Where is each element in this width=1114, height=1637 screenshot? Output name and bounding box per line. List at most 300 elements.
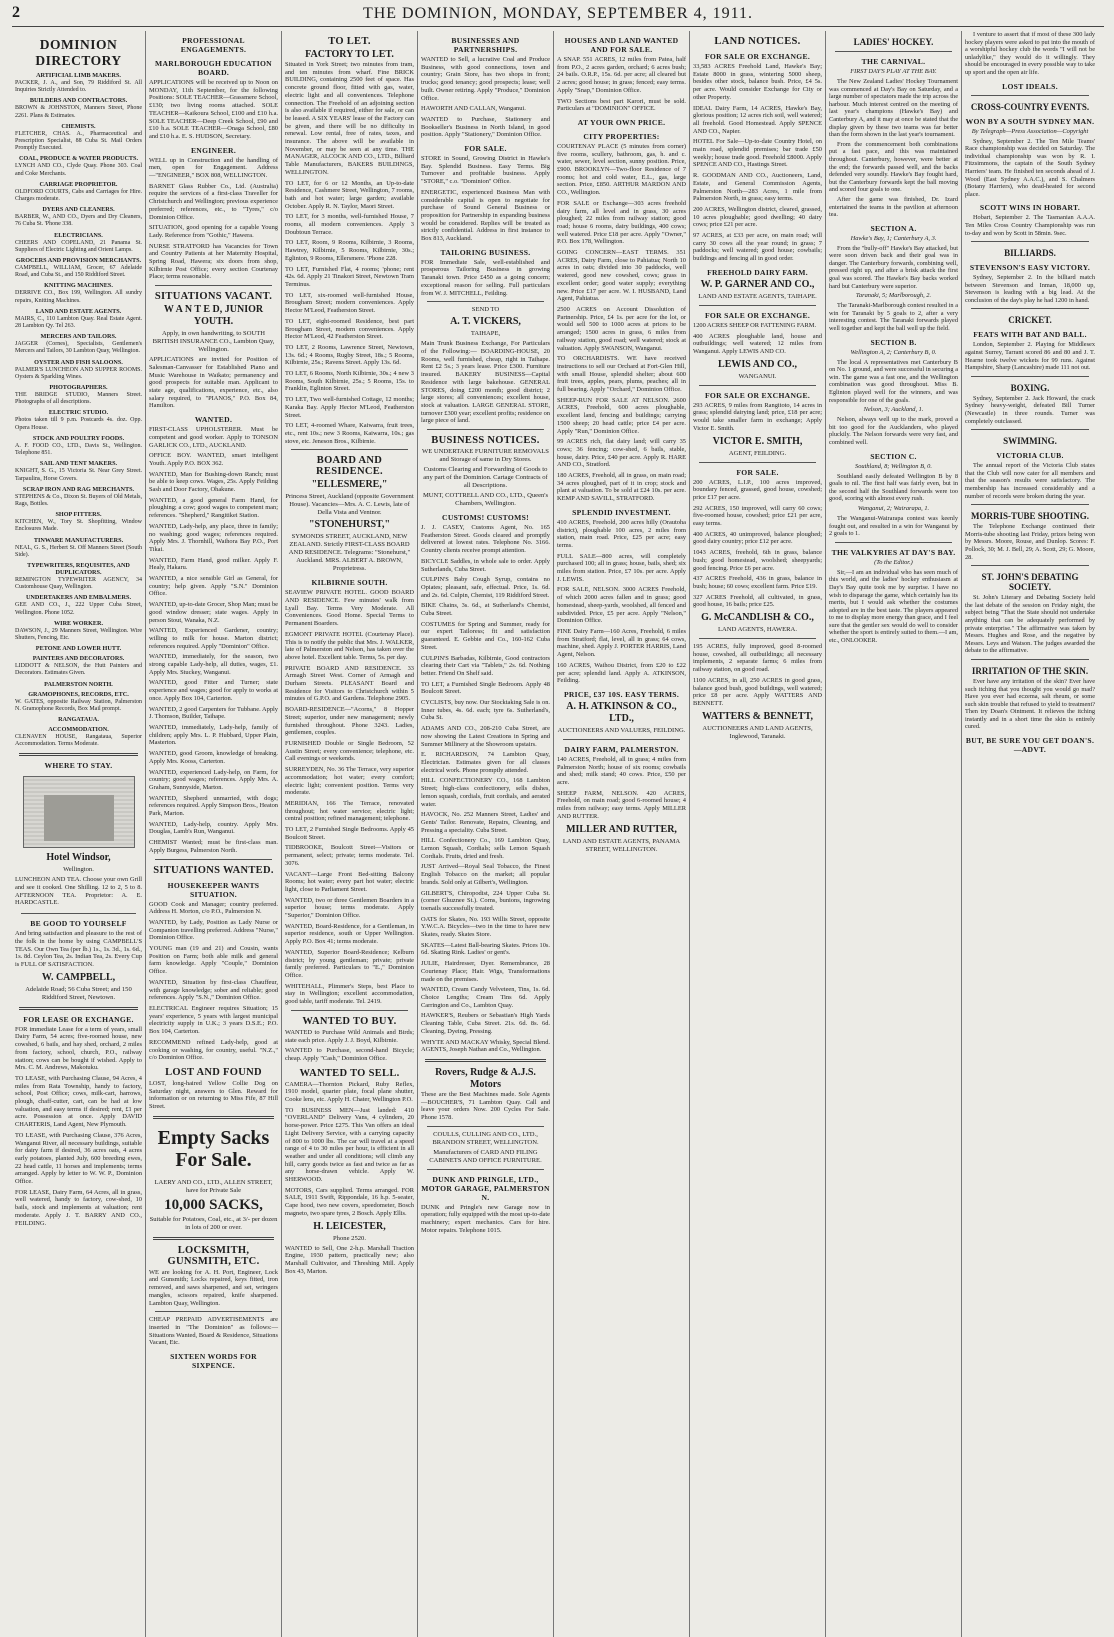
valkyries-sub: (To the Editor.): [874, 558, 913, 566]
leicester-name: H. LEICESTER,: [313, 1220, 386, 1232]
hockey-subhead: FIRST DAY'S PLAY AT THE BAY.: [850, 68, 937, 75]
coulls-text: Manufacturers of CARD AND FILING CABINETS AND OFFICE FURNITURE.: [429, 1148, 542, 1164]
classified-ad: GILBERT'S, Chiropodist, 224 Upper Cuba St. (corner Ghuznee St.). Corns, bunions, ingrowing toenails successfully treated.: [421, 889, 550, 912]
section-b-score-2: Nelson, 3; Auckland, 1.: [863, 406, 924, 414]
directory-entry: BARBER, W., AND CO., Dyers and Dry Cleaners, 76 Cuba St. 'Phone 338.: [15, 214, 142, 228]
directory-category: WIRE WORKER.: [53, 619, 104, 627]
business-notices-heading: BUSINESS NOTICES.: [431, 435, 540, 447]
debating-title: ST. JOHN'S DEBATING SOCIETY.: [981, 572, 1079, 593]
vickers-town: TAIHAPE,: [470, 330, 501, 338]
lewis-sub: WANGANUI.: [738, 372, 777, 380]
classified-ad: JUST Arrived—Royal Seal Tobacco, the Finest English Tobacco on the market; all popular brands. Sold only at Gilbert's, Wellington.: [421, 863, 550, 886]
classified-ad: FOR LEASE, Dairy Farm, 64 Acres, all in grass, well watered, handy to factory, cow-shed, 10 bails, stock and implements at valuation; rent moderate. Apply J. T. BARRY AND CO., FEILDING.: [15, 1188, 142, 1227]
situations-vacant-heading: SITUATIONS VACANT.: [154, 291, 273, 303]
directory-entry: NEAL, G. S., Herbert St. Off Manners Street (South Side).: [15, 544, 142, 558]
exchange-heading-2: FOR SALE OR EXCHANGE.: [704, 310, 811, 320]
section-c-score: Southland, 8; Wellington B, 0.: [855, 462, 932, 470]
directory-entry: KNIGHT, S. G., 15 Victoria St. Near Grey Street. Tarpaulins, Horse Covers.: [15, 468, 142, 482]
ads-group: [421, 699, 550, 1054]
directory-category: PALMERSTON NORTH.: [44, 680, 113, 688]
classified-ad: 140 ACRES, Freehold, all in grass; 4 miles from Palmerston North; house of six rooms; cowbails and shed; milk stand; 40 cows. Price, £50 per acre.: [557, 755, 686, 787]
section-b-heading: SECTION B.: [870, 337, 917, 347]
stonehurst-text: SYMONDS STREET, AUCKLAND, NEW ZEALAND. Strictly FIRST-CLASS BOARD AND RESIDENCE. Telegrams: "Stonehurst," Auckland. MRS. ALBERT A. BROWN, Proprietress.: [288, 533, 411, 573]
classified-ad: WANTED, by Lady, Position as Lady Nurse or Companion travelling preferred. Address "Nurse," Dominion Office.: [149, 918, 278, 942]
classified-ad: 97 ACRES, at £33 per acre, on main road; will carry 30 cows all the year round; in grass; 7 paddocks; well watered; good house; cowbails; buildings and fencing all in good order.: [693, 232, 822, 263]
carnival-heading: THE CARNIVAL.: [861, 57, 926, 66]
classified-ad: WANTED, good Groom, knowledge of breaking. Apply Mrs. Kooss, Carterton.: [149, 750, 278, 765]
hotel-name: Hotel Windsor,: [46, 852, 111, 864]
classified-ad: TO LET, Furnished Flat, 4 rooms; 'phone; rent 42s. 6d. Apply 21 Tinakori Street, Newtown Tram Terminus.: [285, 265, 414, 288]
classified-ad: TO LEASE, with Purchasing Clause, 376 Acres, Wanganui River, all necessary buildings, suitable for dairy farm if desired, 36 acres oats, 4 acres early potatoes, planted July, 600 breeding ewes, 22 head cattle, 11 horses and implements; terms arranged. Apply by letter to W. W. P., Dominion Office.: [15, 1131, 142, 1186]
classified-ad: J. J. CASEY, Customs Agent, No. 165 Featherston Street. Goods cleared and promptly delivered at lowest rates. Telephone No. 3166. Country clients receive prompt attention.: [421, 524, 550, 555]
classified-ad: WANTED, Lady-help, country. Apply Mrs. Douglas, Lamb's Run, Wanganui.: [149, 820, 278, 836]
wanted-junior: W A N T E D, JUNIOR YOUTH.: [163, 304, 264, 328]
classified-ad: WANTED to Purchase, Stationery and Bookseller's Business in North Island, in good position. Apply "Stationery," Dominion Office.: [421, 115, 550, 139]
directory-category: KNITTING MACHINES.: [44, 282, 113, 290]
masthead: [12, 4, 1104, 27]
directory-entry: PACKER, J. A., and Son, 79 Riddiford St. All Inquiries Strictly Attended to.: [15, 80, 142, 94]
classified-ad: 1043 ACRES, freehold, 6th in grass, balance bush; good homestead, woolshed; sheepyards; good fencing. Price £6 per acre.: [693, 549, 822, 572]
classified-ad: 293 ACRES, 9 miles from Rangitoto, 14 acres in grass; splendid dairying land; price, £18 per acre; would take smaller farm in exchange; Apply Victor E. Smith.: [693, 401, 822, 432]
classified-ad: HILL CONFECTIONERY CO., 168 Lambton Street; high-class confectionery, sells dishes, lemon squash, cordials, fruit cordials, and aerated water.: [421, 777, 550, 808]
locksmith-ad: WE are looking for A. H. Port, Engineer, Lock and Gunsmith; Locks repaired, keys fitted, iron removed, and saws sharpened, and set, wringers mangles, scissors repaired, knife sharpened. Lambton Quay, Wellington.: [149, 1268, 278, 1307]
directory-entry: REMINGTON TYPEWRITER AGENCY, 34 Customhouse Quay, Wellington.: [15, 576, 142, 591]
cross-country-title: CROSS-COUNTRY EVENTS.: [970, 101, 1090, 112]
send-to: SEND TO: [471, 306, 500, 314]
classified-ad: WELL up in Construction and the handling of men, open for Engagement. Address—"ENGINEER," BOX 808, WELLINGTON.: [149, 156, 278, 180]
directory-category: TINWARE MANUFACTURERS.: [33, 536, 124, 544]
classified-ad: A SNAP. 551 ACRES, 12 miles from Patea, half from P.O., 2 acres garden, orchard; 6 acres bush; 24 bails. O.R.P., 15s. 6d. per acre; all cleared but 2 acres; good house; in grass; fenced; easy terms. Apply "Snap," Dominion Office.: [557, 56, 686, 94]
divider: [19, 753, 138, 756]
munt-cottrell: MUNT, COTTRELL AND CO., LTD., Queen's Chambers, Wellington.: [422, 492, 549, 508]
classified-ad: FIRST-CLASS UPHOLSTERER. Must be competent and good worker. Apply to TONSON GARLICK CO., LTD., AUCKLAND.: [149, 426, 278, 449]
directory-entry: KITCHEN, W., Tory St. Shopfitting, Window Enclosures Made.: [15, 519, 142, 533]
campbell-address: Adelaide Road; 56 Cuba Street; and 150 Riddiford Street, Newtown.: [25, 985, 132, 1001]
doans-footer: BUT, BE SURE YOU GET DOAN'S.—ADVT.: [965, 736, 1095, 755]
column-8-sport: [962, 31, 1098, 1637]
ads-group: [557, 200, 686, 503]
classified-ad: 200 ACRES, Wellington district, cleared, grassed, 10 acres ploughable; good dwelling; 40 dairy cows; price £21 per acre.: [693, 205, 822, 229]
classified-ad: SKATES—Latest Ball-bearing Skates. Prices 10s. 6d. Skating Rink. Ladies' or gent's.: [421, 941, 550, 957]
billiards-title: BILLIARDS.: [1004, 248, 1056, 259]
classified-ad: OFFICE BOY. WANTED, smart intelligent Youth. Apply P.O. BOX 362.: [149, 452, 278, 467]
classified-ad: HOTEL For Sale—Up-to-date Country Hotel, on main road, splendid premises; bar trade £50 weekly; house trade good. Freehold £8000. Apply SPENCE AND CO., Hastings Street.: [693, 138, 822, 169]
classified-ad: BICYCLE Saddles, in whole sale to order. Apply Sutherlands, Cuba Street.: [421, 557, 550, 573]
classified-ad: CULPIN'S Baby Cough Syrup, contains no Opiates; pleasant, safe, effectual. Price, 1s. 6d. and 2s. 6d. Culpin, Chemist, 119 Riddiford Street.: [421, 576, 550, 599]
directory-category: CHEMISTS.: [61, 122, 96, 130]
classified-ad: 292 ACRES, 150 improved, will carry 60 cows; five-roomed house, cowshed; price £21 per acre, easy terms.: [693, 504, 822, 528]
classified-ad: HAVOCK, No. 252 Manners Street, Ladies' and Gents' Tailor. Renovate, Repairs, Cleaning, and Pressing a speciality. Cuba Street.: [421, 811, 550, 834]
cricket-sub: FEATS WITH BAT AND BALL.: [973, 330, 1087, 340]
directory-entry: MAIRS, C., 110 Lambton Quay. Real Estate Agent. 28 Lambton Qy. Tel 263.: [15, 315, 142, 330]
ads-group: [285, 1081, 414, 1218]
ads-group: [285, 589, 414, 1005]
morris-tube-title: MORRIS-TUBE SHOOTING.: [970, 511, 1090, 522]
wanted-heading: WANTED.: [194, 415, 233, 425]
businesses-heading: BUSINESSES AND PARTNERSHIPS.: [451, 36, 520, 54]
classified-ad: SHEEP-RUN FOR SALE AT NELSON. 2600 ACRES, Freehold, 600 acres ploughable, excellent land, fencing and buildings; carrying 1500 sheep; 20 head cattle; price £4 per acre. Apply "Run," Dominion Office.: [557, 396, 686, 435]
scott-heading: SCOTT WINS IN HOBART.: [979, 203, 1081, 213]
directory-entry: FLETCHER, CHAS. A., Pharmaceutical and Prescription Specialist, 88 Cuba St. Mail Orders Promptly Executed.: [15, 130, 142, 152]
classified-ad: GOOD Cook and Manager; country preferred. Address H. Morton, c/o P.O., Palmerston N.: [149, 900, 278, 916]
column-1-directory: [12, 31, 146, 1637]
ads-group: [421, 524, 550, 696]
divider: [971, 376, 1089, 377]
classified-ad: IDEAL Dairy Farm, 14 ACRES, Hawke's Bay, glorious position; 12 acres rich soil, well watered; all freehold. Good Homestead. Apply SPENCE AND CO., Napier.: [693, 104, 822, 135]
divider: [971, 241, 1089, 242]
sacks-text: LAERY AND CO., LTD., ALLEN STREET, have for Private Sale: [154, 1178, 273, 1194]
rovers-ad: These are the Best Machines made. Sole Agents—BOUCHER'S, 71 Lambton Quay. Call and leave your orders Now. 200 Cycles For Sale. Phone 1578.: [421, 1090, 550, 1122]
directory-entry: CLENAVEN HOUSE, Rangataua, Superior Accommodation. Terms Moderate.: [15, 733, 142, 748]
divider: [971, 429, 1089, 430]
cross-country-sub: WON BY A SOUTH SYDNEY MAN.: [965, 116, 1095, 126]
section-c-heading: SECTION C.: [870, 451, 917, 461]
ads-group: [421, 56, 550, 139]
directory-entry: DAWSON, J., 29 Manners Street, Wellington. Wire Shutters, Fencing, Etc.: [15, 627, 142, 641]
city-properties-ad: COURTENAY PLACE (5 minutes from corner) five rooms, scullery, bathroom, gas, h. and c. water, sewer, level section, sunny position. Price, £900. BROOKLYN—Two-floor Residence of 7 rooms; hot and cold water, E.L., gas, large section. Price, £850. ARTHUR MARDON AND CO., Wellington.: [557, 142, 686, 197]
city-properties-heading: CITY PROPERTIES:: [583, 131, 660, 141]
divider: [427, 1126, 544, 1127]
directory-category: DYERS AND CLEANERS.: [42, 206, 115, 214]
lewis-name: LEWIS AND CO.,: [718, 358, 797, 370]
directory-category: SCRAP IRON AND RAG MERCHANTS.: [22, 485, 135, 493]
classified-ad: VACANT—Large Front Bed-sitting Balcony Rooms; hot water; every part hot water; electric light, close to Parliament Street.: [285, 870, 414, 893]
leicester-phone: Phone 2520.: [333, 1234, 366, 1242]
directory-entry: CAMPBELL, WILLIAM, Grocer, 67 Adelaide Road, and Cuba St., and 150 Riddiford Street.: [15, 265, 142, 279]
cricket-title: CRICKET.: [1008, 315, 1052, 326]
directory-entry: THE BRIDGE STUDIO, Manners Street. Photographs of all descriptions.: [15, 392, 142, 406]
classified-ad: TO BUSINESS MEN—Just landed: 410 "OVERLAND" Delivery Vans, 4 cylinders, 20 horse-power. Price £275. This Van offers an ideal Light Delivery Service, with a carrying capacity of 800 to 1000 lbs. The car will travel at a speed range of 4 to 30 miles per hour, is efficient in all weather and under all conditions; will climb any hill, carry goods twice as fast and twice as far as any horse-drawn vehicle. Apply W. SHERWOOD.: [285, 1106, 414, 1184]
customs-text: Customs Clearing and Forwarding of Goods to any part of the Dominion. Cartage Contracts of all Descriptions.: [423, 466, 548, 490]
article-paragraph: Hobart, September 2. The Tasmanian A.A.A. Ten Miles Cross Country Championship was run to-day and won by Scott in 58min. 9sec.: [965, 214, 1095, 237]
classified-ad: WANTED, Cream Candy Velveteen, Tins, 1s. 6d. Choice Lengths; Cream Tins 6d. Apply Carrington and Co., Lambton Quay.: [421, 986, 550, 1009]
divider: [835, 542, 952, 543]
classified-ad: 195 ACRES, fully improved, good 8-roomed house, cowshed, all outbuildings; all necessary implements, 2 separate farms; 6 miles from railway station, on good road.: [693, 643, 822, 674]
directory-entry: OLDFORD COURTS, Cabs and Carriages for Hire. Charges moderate.: [15, 188, 142, 203]
sacks-count: 10,000 SACKS,: [164, 1196, 263, 1213]
classified-ad: 437 ACRES Freehold, 436 in grass, balance in bush; house; 60 cows; excellent farm. Price £19.: [693, 575, 822, 590]
housekeeper-heading: HOUSEKEEPER WANTS SITUATION.: [167, 880, 260, 899]
classified-ad: WANTED to Sell, One 2-h.p. Marshall Traction Engine, 1930 pattern, practically new; also Marshall Cultivator, and Threshing Mill. Apply Box 43, Marton.: [285, 1244, 414, 1275]
article-paragraph: The New Zealand Ladies' Hockey Tournament was commenced at Day's Bay on Saturday, and a large number of spectators made the trip across the harbour. Much interest centred on the meeting of last year's champions (Hawke's Bay) and Canterbury A, and it may at once be stated that the display given by these two teams was far better than the form shown in the last year's tournament.: [829, 78, 958, 139]
directory-entry: JAGGER (Cornes), Specialists, Gentlemen's Mercers and Tailors, 30 Lambton Quay, Wellington.: [15, 341, 142, 355]
classified-ad: WANTED to Purchase, second-hand Bicycle; cheap. Apply "Cash," Dominion Office.: [285, 1047, 414, 1062]
hotel-illustration: [23, 776, 135, 848]
classified-ad: STORE in Sound, Growing District in Hawke's Bay. Splendid Business. Easy Terms. Big Turnover and profitable business. Apply "STORE," c.o. "Dominion" Office.: [421, 155, 550, 186]
classified-ad: MOTORS, Cars supplied. Terms arranged. FOR SALE, 1911 Swift, Rippondale, 16 h.p. 5-seater, Cape hood, two new covers, speedometer, Bosch magneto, two spare tyres, 2 Bosch. Apply Ellis.: [285, 1186, 414, 1217]
classified-ad: EGMONT PRIVATE HOTEL (Courtenay Place). This is to notify the public that Mrs. J. WALKER, late of Palmerston and Nelson, has taken over the above hotel. Excellent table. Terms, 5s. per day.: [285, 630, 414, 661]
freehold-dairy-heading: FREEHOLD DAIRY FARM.: [707, 267, 808, 277]
classified-ad: ENERGETIC, experienced Business Man with considerable capital is open to negotiate for purchase of Sound General Business or proposition for Partnership in expanding business would be considered. Replies will be treated as strictly confidential. Address in first instance to Box 813, Auckland.: [421, 188, 550, 243]
classified-ad: TO LET, Two well-furnished Cottage, 12 months; Karaka Bay. Apply Hector M'Leod, Featherston Street.: [285, 396, 414, 419]
divider: [971, 565, 1089, 566]
classified-ad: WANTED, immediately, Lady-help, family of children; apply Mrs. L. P. Hubbard, Upper Plain, Masterton.: [149, 724, 278, 747]
article-paragraph: The Taranaki-Marlborough contest resulted in a win for Taranaki by 5 goals to 2, after a very interesting contest. The Taranaki forwards played well together and kept the ball well up the field.: [829, 302, 958, 333]
marlborough-ad: APPLICATIONS will be received up to Noon on MONDAY, 11th September, for the following Positions: SOLE TEACHER—Grassmere School, £130; two living rooms attached. SOLE TEACHER—Kaikoura School, £100 and £10 h.a. SOLE TEACHER—Deep Creek School, £90 and £10 h.a. SOLE TEACHER—Onaga School, £80 and £10 h.a. E. S. HUDSON, Secretary.: [149, 79, 278, 140]
article-paragraph: The local A representatives met Canterbury B on No. 1 ground, and were successful in securing a win. The game was a fast one, and the Wellington combination was good throughout. Miss B. Eglinton played well for the winners, and was responsible for one of the goals.: [829, 358, 958, 404]
ellesmere-text: Princess Street, Auckland (opposite Government House). Vacancies—Mrs. A. C. Lewis, late of Della Vista and Ventnor.: [285, 493, 414, 517]
classified-ad: SEAVIEW PRIVATE HOTEL. GOOD BOARD AND RESIDENCE. Few minutes' walk from Lyall Bay. Terms Very Moderate. All Conveniences. Good Home. Special Terms to Permanent Boarders.: [285, 589, 414, 628]
classified-ad: 1100 ACRES, in all, 250 ACRES in good grass, balance good bush, good buildings, well watered; price £8 per acre. Apply WATTERS AND BENNETT.: [693, 676, 822, 707]
newspaper-title: THE DOMINION, MONDAY, SEPTEMBER 4, 1911.: [362, 5, 754, 22]
classified-ad: FOR immediate Lease for a term of years, small Dairy Farm, 54 acres; five-roomed house, new cowshed, 6 bails, and hay shed, orchard, 2 miles from factory, school, church, P.O., railway station; cows can be bought if wished. Apply to Mrs. C. M. Andrews, Makotuku.: [15, 1025, 142, 1072]
classified-ad: TO LET, for 3 months, well-furnished House, 7 rooms, all modern conveniences. Apply 3 Doubtoun Terrace.: [285, 213, 414, 236]
hotel-text: LUNCHEON AND TEA. Choose your own Grill and see it cooked. One Shilling. 12 to 2, 5 to 8. AFTERNOON TEA. Proprietor: A. E. HARDCASTLE.: [15, 876, 142, 907]
classified-ad: CULPIN'S Barbadas, Kilbirnie, Good contractors clearing their Cart via "Tablets," 2s. 6d. Nothing better. Friend On Shelf said.: [421, 654, 550, 677]
divider: [699, 638, 816, 639]
rovers-title: Rovers, Rudge & A.J.S. Motors: [435, 1066, 536, 1090]
stonehurst-name: "STONEHURST,": [308, 519, 391, 531]
article-paragraph: The Wanganui-Wairarapa contest was keenly fought out, and resulted in a win for Wanganui by 2 goals to 1.: [829, 514, 958, 538]
divider: [971, 95, 1089, 96]
lost-ad: LOST, long-haired Yellow Collie Dog on Saturday night, answers to Glen. Reward for information or on returning to Miss Fife, 87 Hill Street.: [149, 1079, 278, 1111]
classified-ad: WANTED, a good general Farm Hand, for ploughing; a cow; good wages to competent man; references. "Shepherd," Rangitikei Station.: [149, 496, 278, 520]
campbell-teas-text: And bring satisfaction and pleasure to the rest of the folk in the home by using CAMPBELL'S TEAS. Our Own Tea (per lb.) 1s., 1s. 3d., 1s. 6d., 1s. 8d. Ceylon Tea, 2s. Indian Tea, 2s. Every Cup is FULL OF SATISFACTION.: [15, 930, 142, 968]
kilbirnie-heading: KILBIRNIE SOUTH.: [311, 578, 388, 588]
ellesmere-name: "ELLESMERE,": [311, 479, 388, 491]
classified-ad: TO LET, 6 Rooms, North Kilbirnie, 30s.; 4 new 3 Rooms, South Kilbirnie, 25s.; 5 Rooms, 15s. to Franklin, Eglinton Street.: [285, 370, 414, 393]
classified-ad: BIKE Chains, 3s. 6d., at Sutherland's Chemist, Cuba Street.: [421, 602, 550, 618]
directory-entry: Photos taken till 9 p.m. Postcards 4s. doz. Opp. Opera House.: [15, 417, 142, 431]
section-a-score-2: Taranaki, 5; Marlborough, 2.: [855, 292, 932, 300]
ads-group: [557, 519, 686, 685]
cheap-prepaid-ad: CHEAP PREPAID ADVERTISEMENTS are inserted in "The Dominion" as follows:— Situations Wanted, Board & Residence, Situations Vacant, Etc.: [149, 1316, 278, 1347]
mcandlish-name: G. McCANDLISH & CO.,: [701, 612, 814, 624]
classified-ad: JULIE, Hairdresser, Dyer. Remembrance, 28 Courtenay Place; Hair. Wigs, Transformations made on the premises.: [421, 960, 550, 983]
article-paragraph: The Telephone Exchange continued their Morris-tube shooting last Friday, prizes being won by Messrs. Moore, Rouse, and Dunlop. Scores: F. Pollock, 30; M. J. Bell, 29; A. Scott, 29; G. Moore, 28.: [965, 523, 1095, 561]
classified-ad: TO LET, 2 Rooms, Lawrence Street, Newtown, 13s. 6d.; 4 Rooms, Rugby Street, 18s.; 5 Rooms, Kilbirnie, 25s.; Ravens Street. Apply 13s. 6d.: [285, 343, 414, 367]
directory-category: ARTIFICIAL LIMB MAKERS.: [36, 72, 121, 79]
campbell-name: W. CAMPBELL,: [41, 971, 116, 983]
divider: [835, 51, 952, 52]
article-paragraph: I venture to assert that if most of these 300 lady hockey players were asked to put into the mouth of a worshipful hockey club the words "I will not be unladylike," they would do it willingly. They should be encouraged in every possible way to take up sport and the open air life.: [965, 31, 1095, 76]
classified-ad: BOARD-RESIDENCE—"Acorns," 8 Hopper Street; superior, under new management; newly furnished throughout. Phone 3243. Ladies, gentlemen, couples.: [285, 706, 414, 737]
classified-ad: WANTED, 2 good Carpenters for Tubbane. Apply J. Thomson, Builder, Taihape.: [149, 705, 278, 721]
directory-category: COAL, PRODUCE & WATER PRODUCTS.: [18, 155, 139, 163]
garner-name: W. P. GARNER AND CO.,: [700, 278, 815, 290]
ads-group: [285, 180, 414, 446]
divider: [971, 308, 1089, 309]
classified-ad: WANTED, Superior Board-Residence; Kelburn district; by young gentleman; private; private family preferred. Particulars to "E.," Dominion Office.: [285, 948, 414, 979]
lease-ads: [15, 1026, 142, 1228]
directory-entry: PALMER'S LUNCHEON AND SUPPER ROOMS. Oysters & Sparkling Wines.: [15, 366, 142, 380]
engineer-heading: ENGINEER.: [190, 145, 237, 155]
divider: [699, 305, 816, 306]
classified-ad: CAMERA—Thornton Pickard, Ruby Reflex, 1910 model, quarter plate, focal plane shutter, Cooke lens, etc. Apply H. Chater, Wellington P.O.: [285, 1080, 414, 1104]
sacks-price: Suitable for Potatoes, Coal, etc., at 3/- per dozen in lots of 200 or over.: [149, 1215, 278, 1231]
classified-ad: FINE Dairy Farm—160 Acres, Freehold, 6 miles from Stratford; flat, level, all in grass; 64 cows, machine, shed. Apply J. PORTER HARRIS, Land Agent, Nelson.: [557, 628, 686, 659]
directory-category: ELECTRICIANS.: [54, 231, 103, 239]
classified-ad: SURREYDEN, No. 36 The Terrace, very superior accommodation; hot water; every comfort; electric light; convenient position. Terms very moderate.: [285, 766, 414, 797]
classified-ad: TO LET, a Furnished Single Bedroom. Apply 48 Boulcott Street.: [421, 680, 550, 696]
dunk-ad: DUNK and Pringle's new Garage now in operation; fully equipped with the most up-to-date machinery; expert mechanics. Cars for hire. Motor repairs. Telephone 1015.: [421, 1203, 550, 1234]
classified-ad: YOUNG man (19 and 21) and Cousin, wants Position on Farm; both able milk and general farm knowledge. Apply "Couple," Dominion Office.: [149, 945, 278, 976]
divider: [291, 449, 408, 450]
classified-ad: TO ORCHARDISTS. WE have received instructions to sell our Orchard at Fort-Glen Hill, with small House, splendid shelter; about 600 fruit trees, apples, pears, plums, peaches; all in full bearing. Apply "Orchard," Dominion Office.: [557, 355, 686, 394]
classified-ad: WANTED, Farm Hand, good milker. Apply F. Healy, Hakaru.: [149, 556, 278, 572]
column-3-to-let: [282, 31, 418, 1637]
classified-ad: TO LET, 2 Furnished Single Bedrooms. Apply 45 Boulcott Street.: [285, 826, 414, 841]
byline: By Telegraph—Press Association—Copyright: [971, 127, 1089, 135]
classified-ad: ELECTRICAL Engineer requires Situation; 15 years' experience, 5 years with largest municipal electricity supply in U.K.; 3 years D.S.E.; P.O. Box 104, Carterton.: [149, 1004, 278, 1036]
article-paragraph: St. John's Literary and Debating Society held the last debate of the session on Friday night, the subject being "That the State should not undertake anything that can be adequately performed by private enterprise." The affirmative was taken by Messrs. Hughes and Rose, and the negative by Messrs. Leys and Watson. The judges awarded the debate to the affirmative.: [965, 594, 1095, 655]
factory-heading: FACTORY TO LET.: [305, 49, 394, 60]
directory-entry: STEPHENS & Co., Dixon St. Buyers of Old Metals, Rags, Bottles.: [15, 493, 142, 507]
classified-ad: WHYTE AND MACKAY Whisky, Special Blend. AGENTS, Joseph Nathan and Co., Wellington.: [421, 1038, 550, 1054]
classified-ad: SITUATION, good opening for a capable Young Lady. Reference from "Gothic," Hawera.: [149, 224, 278, 239]
ads-group: [693, 643, 822, 708]
ads-group: [557, 56, 686, 113]
column-2-engagements: [146, 31, 282, 1637]
miller-rutter-name: MILLER AND RUTTER,: [566, 823, 677, 835]
directory-category: GRAMOPHONES, RECORDS, ETC.: [28, 690, 129, 698]
classified-ad: WANTED, two or three Gentlemen Boarders in a superior house; terms moderate. Apply "Superior," Dominion Office.: [285, 896, 414, 920]
directory-entry: DERRIVE CO., Box 199, Wellington. All sundry repairs, Knitting Machines.: [15, 290, 142, 304]
classified-ad: TIDBROOKE, Boulcott Street—Visitors or permanent, select; private; terms moderate. Tel. 3076.: [285, 844, 414, 867]
for-sale-heading: FOR SALE.: [464, 144, 507, 154]
directory-category: STOCK AND POULTRY FOODS.: [32, 434, 125, 442]
boxing-title: BOXING.: [1010, 382, 1050, 393]
article-paragraph: Southland easily defeated Wellington B by 8 goals to nil. The first half was fairly even, but in the second half the Southland forwards were too good, scoring with almost every rush.: [829, 472, 958, 503]
classified-ad: WANTED, experienced Lady-help, on Farm, for country; good wages; references. Apply Mrs. A. Graham, Sunnyside, Marton.: [149, 768, 278, 791]
classified-ad: TO LEASE, with Purchasing Clause, 94 Acres, 4 miles from Rata Township, handy to factory, school, Post Office; cows, milk-cart, harrows, plough, chaff-cutter, cart, can be had at low valuation, and easy terms if desired; rent, £1 per acre. Possession at once. Apply DAVID CHARTERIS, Land Agent, New Plymouth.: [15, 1074, 142, 1129]
directory-entry: BROWN & JOHNSTON, Manners Street, Phone 2261. Plans & Estimates.: [15, 105, 142, 119]
classified-ad: WANTED, up-to-date Grocer, Shop Man; must be good window dresser; state wages. Apply in person Stout, Wanaka, N.Z.: [149, 601, 278, 624]
directory-category: PETONE AND LOWER HUTT.: [35, 645, 122, 653]
valkyries-heading: THE VALKYRIES AT DAY'S BAY.: [831, 547, 956, 557]
dairy-farm-heading: DAIRY FARM, PALMERSTON.: [564, 744, 679, 754]
column-4-businesses: [418, 31, 554, 1637]
classified-ad: WANTED, a nice sensible Girl as General, for country; help given. Apply "S.N." Dominion Office.: [149, 575, 278, 598]
classified-ad: WANTED to Purchase Wild Animals and Birds; state each price. Apply J. J. Boyd, Kilbirnie.: [285, 1028, 414, 1044]
price-terms: PRICE, £37 10S. EASY TERMS.: [563, 689, 680, 699]
ads-group: [149, 426, 278, 854]
divider: [155, 285, 272, 286]
classified-ad: FURNISHED Double or Single Bedroom, 52 Austin Street; every convenience; telephone, etc. Call evenings or weekends.: [285, 740, 414, 763]
directory-category: UNDERTAKERS AND EMBALMERS.: [25, 594, 132, 602]
mcandlish-sub: LAND AGENTS, HAWERA.: [718, 626, 797, 634]
watters-sub: AUCTIONEERS AND LAND AGENTS, Inglewood, Taranaki.: [702, 724, 813, 740]
directory-category: MERCERS AND TAILORS.: [40, 333, 117, 341]
section-a-score: Hawke's Bay, 1; Canterbury A, 3.: [850, 234, 937, 242]
classified-ad: MERIDIAN, 166 The Terrace, renovated throughout; hot water service; electric light; central position; refined management; telephone.: [285, 799, 414, 823]
classified-ad: OATS for Skates, No. 193 Willis Street, opposite Y.W.C.A. Bicycles—two in the time to have new Skates, ready. Skates Store.: [421, 915, 550, 939]
ads-group: [693, 402, 822, 433]
classified-ad: NURSE STRATFORD has Vacancies for Town and Country Patients at her Maternity Hospital, Spring Road, Hawera; six doors from shop, Kilbirnie Post Office; every section Courtenay Place; terms reasonable.: [149, 242, 278, 281]
article-paragraph: London, September 2. Playing for Middlesex against Surrey, Tarrant scored 86 and 80 and J. T. Hearne took twelve wickets for 99 runs. Against Hampshire, Sharp (Lancashire) made 111 not out.: [965, 341, 1095, 372]
article-paragraph: The annual report of the Victoria Club states that the Club will now cater for all members and that the season's results were satisfactory. The membership has increased considerably and a number of records were broken during the year.: [965, 462, 1095, 500]
classified-ad: 33,583 ACRES Freehold Land, Hawke's Bay; Estate 8000 in grass, wintering 5000 sheep, besides other stock, balance bush. Price, £4 5s. per acre. Would consider Exchange for City or other Property.: [693, 63, 822, 101]
classified-ad: R. GOODMAN AND CO., Auctioneers, Land, Estate, and General Commission Agents, Palmerston North—283 Acres, 1 mile from Palmerston North, in grass; easy terms.: [693, 172, 822, 203]
classified-ad: 1200 ACRES SHEEP OR FATTENING FARM.: [693, 321, 817, 329]
classified-ad: CYCLISTS, buy now. Our Stocktaking Sale is on. Inner tubes, 4s. 6d. each; tyre 6s. Sutherland's, Cuba St.: [421, 699, 550, 722]
classified-ad: WANTED, Lady-help, any place, three in family; no washing; good wages; references required. Apply Mrs. J. Thornhill, Waihora Bay P.O., Port Tikai.: [149, 522, 278, 553]
ads-group: [693, 322, 822, 356]
divider: [563, 739, 680, 740]
article-paragraph: Ever have any irritation of the skin? Ever have such itching that you thought you would go mad? Have you ever had eczema, salt rheum, or some such skin trouble that refused to yield to treatment? Then try Doan's Ointment. It relieves the itching instantly and in a short time the skin is entirely cured.: [965, 677, 1095, 731]
own-price-heading: AT YOUR OWN PRICE.: [577, 117, 666, 127]
classified-ad: TO LET, 4-roomed Whare, Kaiwarra, fruit trees, etc., rent 10s.; new 3 Rooms, Kaiwarra, 10s.; gas stove, etc. Jeneson Bros., Kilbirnie.: [285, 422, 414, 445]
lost-ideals: LOST IDEALS.: [1002, 81, 1058, 91]
classified-ad: GOING CONCERN—EAST TERMS. 351 ACRES, Dairy Farm, close to Pahiatua; North 10 acres in oats; divided into 30 paddocks, well watered, good new cowshed, cows; grass in excellent order; good water supply; everything new. Price £17 per acre. W. I. HUSBAND, Land Agent, Pahiatua.: [557, 249, 686, 303]
hotel-city: Wellington.: [63, 866, 94, 874]
classified-ad: CHEMIST Wanted; must be first-class man. Apply Burgess, Palmerston North.: [149, 839, 278, 854]
classified-ad: 327 ACRES Freehold, all cultivated, in grass, good house, 16 bails; price £25.: [693, 593, 822, 609]
classified-ad: 99 ACRES rich, flat dairy land; will carry 35 cows; 36 fencing; cow-shed, 6 bails, stable, house, dairy. Price, £40 per acre. Apply R. HARE AND CO., Stratford.: [557, 438, 686, 469]
victoria-club-heading: VICTORIA CLUB.: [996, 451, 1064, 461]
classified-ad: TWO Sections best part Karori, must be sold. Particulars at "DOMINION" OFFICE.: [557, 97, 686, 113]
empty-sacks-title: Empty Sacks For Sale.: [157, 1126, 270, 1171]
classified-ad: HAWORTH AND CALLAN, Wanganui.: [421, 105, 526, 113]
situations-wanted-heading: SITUATIONS WANTED.: [153, 864, 274, 876]
ads-group: [693, 63, 822, 263]
directory-category: RANGATAUA.: [58, 715, 99, 723]
lease-heading: FOR LEASE OR EXCHANGE.: [23, 1014, 134, 1024]
locksmith-heading: LOCKSMITH, GUNSMITH, ETC.: [167, 1244, 260, 1267]
classified-ad: RECOMMEND refined Lady-help, good at cooking or washing, for country, useful. "N.Z.," c/o Dominion Office.: [149, 1038, 278, 1062]
article-paragraph: Sydney, September 2. The Ten Mile Teams' Race championship was decided on Saturday. The individual championship was won by R. I. Fitzsimmons, the captain of the South Sydney Harriers' team. He finished ten seconds ahead of J. Wood (East Sydney A.A.C.), and S. Chalmers (Botany Harriers), who dead-heated for second place.: [965, 137, 1095, 198]
columns: [12, 31, 1104, 1637]
directory-category: ELECTRIC STUDIO.: [48, 409, 109, 417]
classified-ad: HAWKER'S, Reubers or Sebastian's High Yards Cleaning Table, Cuba Street. 21s. 6d. 8s. 6d. Cleaning, Dyeing, Pressing.: [421, 1012, 550, 1035]
ads-group: [149, 157, 278, 282]
classified-ad: WANTED, Board-Residence, for a Gentleman, in superior residence, south or Upper Wellington. Apply P.O. Box 41; terms moderate.: [285, 922, 414, 946]
classified-ad: WANTED to Sell, a lucrative Coal and Produce Business, with good connections, town and country; Grain Store, has two shops in front; trucks; good tenancy; good prospects; lease; well built. Owner retiring. Apply "Produce," Dominion Office.: [421, 56, 550, 102]
classified-ad: WANTED, Shepherd unmarried, with dogs; references required. Apply Simpson Bros., Heaton Park, Marton.: [149, 794, 278, 818]
classified-ad: FOR SALE or Exchange—303 acres freehold dairy farm, all level and in grass, 30 acres ploughed; 22 miles from railway station; good road; house 6 rooms, dairy buildings, 400 cows; well watered. Price £18 per acre. Apply "Owner," P.O. Box 178, Wellington.: [557, 199, 686, 246]
divider: [153, 1237, 274, 1240]
wanted-to-buy-heading: WANTED TO BUY.: [302, 1015, 397, 1027]
vickers-ad: Main Trunk Business Exchange, For Particulars of the Following:— BOARDING-HOUSE, 20 Rooms, well furnished, cheap, right in Taihape. Rent £2 5s.; 3 years lease. Price £300. Furniture insured. BAKERY BUSINESS—Capital Residence with large bakehouse. GENERAL STORES, doing £200 month; good district; 2 large stores; all conveniences; excellent house, stock at valuation. LARGE GENERAL STORE, turnover £300 year; excellent profits; residence on large piece of land.: [421, 340, 550, 425]
ads-group: [285, 1245, 414, 1276]
classified-ad: 400 ACRES ploughable land, house and outbuildings; well watered; 12 miles from Wanganui. Apply LEWIS AND CO.: [693, 332, 822, 355]
article-paragraph: Sydney, September 2. In the billiard match between Stevenson and Inman, 18,000 up, Stevenson is leading with a big lead. At the conclusion of the day's play he had 1200 in hand.: [965, 274, 1095, 304]
directory-entry: A. F. FOOD CO., LTD., Davis St., Wellington. Telephone 851.: [15, 442, 142, 457]
column-5-houses-land: [554, 31, 690, 1637]
classified-ad: FULL SALE—800 acres, will completely purchased 100; all in grass; house, bails, shed; six miles from station. Price, £7 10s. per acre. Apply J. LEWIS.: [557, 552, 686, 583]
miller-rutter-sub: LAND AND ESTATE AGENTS, PANAMA STREET, WELLINGTON.: [562, 837, 681, 853]
ads-group: [285, 1029, 414, 1063]
divider: [427, 1169, 544, 1170]
directory-category: SAIL AND TENT MAKERS.: [39, 460, 118, 468]
column-7-hockey: [826, 31, 962, 1637]
board-residence-heading: BOARD AND RESIDENCE.: [316, 455, 383, 478]
directory-entry: W. GATES, opposite Railway Station, Palmerston N. Gramophone Records, Box Mail prompt.: [15, 698, 142, 712]
classified-ad: WANTED, Experienced Gardener, country; willing to milk for house. Marton district; references required. Apply "Dominion" Office.: [149, 627, 278, 650]
classified-ad: 180 ACRES, Freehold, all in grass, on main road; 34 acres ploughed, part of it in crop; stock and plant at valuation. To be sold at £24 10s. per acre. KEMP AND SAVILL, STRATFORD.: [557, 472, 686, 503]
classified-ad: WHITEHALL, Plimmer's Steps, best Place to stay in Wellington; excellent accommodation, good table, tariff moderate. Tel. 2419.: [285, 982, 414, 1006]
directory-category: PHOTOGRAPHERS.: [49, 384, 108, 392]
classified-ad: TO LET, eight-roomed Residence, best part Brougham Street, modern conveniences. Apply Hector M'Leod, 42 Featherston Street.: [285, 317, 414, 341]
classified-ad: PRIVATE BOARD AND RESIDENCE. 33 Armagh Street West. Corner of Armagh and Durham Streets. PLEASANT Board and Residence for Visitors to Christchurch within 5 minutes of G.P.O. and Gardens. Telephone 2905.: [285, 664, 414, 703]
ads-group: [693, 479, 822, 610]
ads-group: [149, 901, 278, 1062]
divider: [699, 462, 816, 463]
divider: [155, 859, 272, 860]
dunk-heading: DUNK AND PRINGLE, LTD., MOTOR GARAGE, PALMERSTON N.: [421, 1174, 550, 1202]
ads-group: [421, 155, 550, 243]
factory-ad: Situated in York Street; two minutes from tram, and ten minutes from wharf. Fine BRICK BUILDING, containing 2500 feet of space. Has concrete ground floor, fitted with gas, water, electric light and all conveniences. Telephone connection. The Freehold of an adjoining section is also available if required, either for sale, or can be leased. A SIX YEARS' lease of the Factory can be given, and there will be no difficulty in renewal. Low rental, free of rates, taxes, and insurance. The above will be available in November, or may be seen at any time. THE MANAGER, ALCOCK AND CO., LTD., Billiard Table Manufacturers, BAKERS BUILDINGS, WELLINGTON.: [285, 61, 414, 176]
article-paragraph: After the game was finished, Dr. Izard entertained the teams in the pavilion at afternoon tea.: [829, 195, 958, 219]
classified-ad: WANTED, Man for Bushing-down Ranch; must be able to keep cows. Wages, 25s. Apply Feilding Sash and Door Factory, Ohakune.: [149, 470, 278, 494]
atkinson-name: A. H. ATKINSON & CO., LTD.,: [566, 700, 677, 724]
directory-category: LAND AND ESTATE AGENTS.: [35, 307, 122, 315]
article-paragraph: From the commencement both combinations put a fast pace, and this was maintained throughout. Canterbury, however, were better at the end; the forwards passed well, and the backs defended very soundly. Hawke's Bay fought hard, but the Canterbury forwards kept the ball moving and scored four goals to one.: [829, 140, 958, 194]
ads-group: [149, 356, 278, 410]
junior-text: Apply, in own handwriting, to SOUTH BRITISH INSURANCE CO., Lambton Quay, Wellington.: [152, 330, 275, 354]
billiards-sub: STEVENSON'S EASY VICTORY.: [969, 263, 1091, 273]
houses-land-heading: HOUSES AND LAND WANTED AND FOR SALE.: [564, 36, 679, 54]
